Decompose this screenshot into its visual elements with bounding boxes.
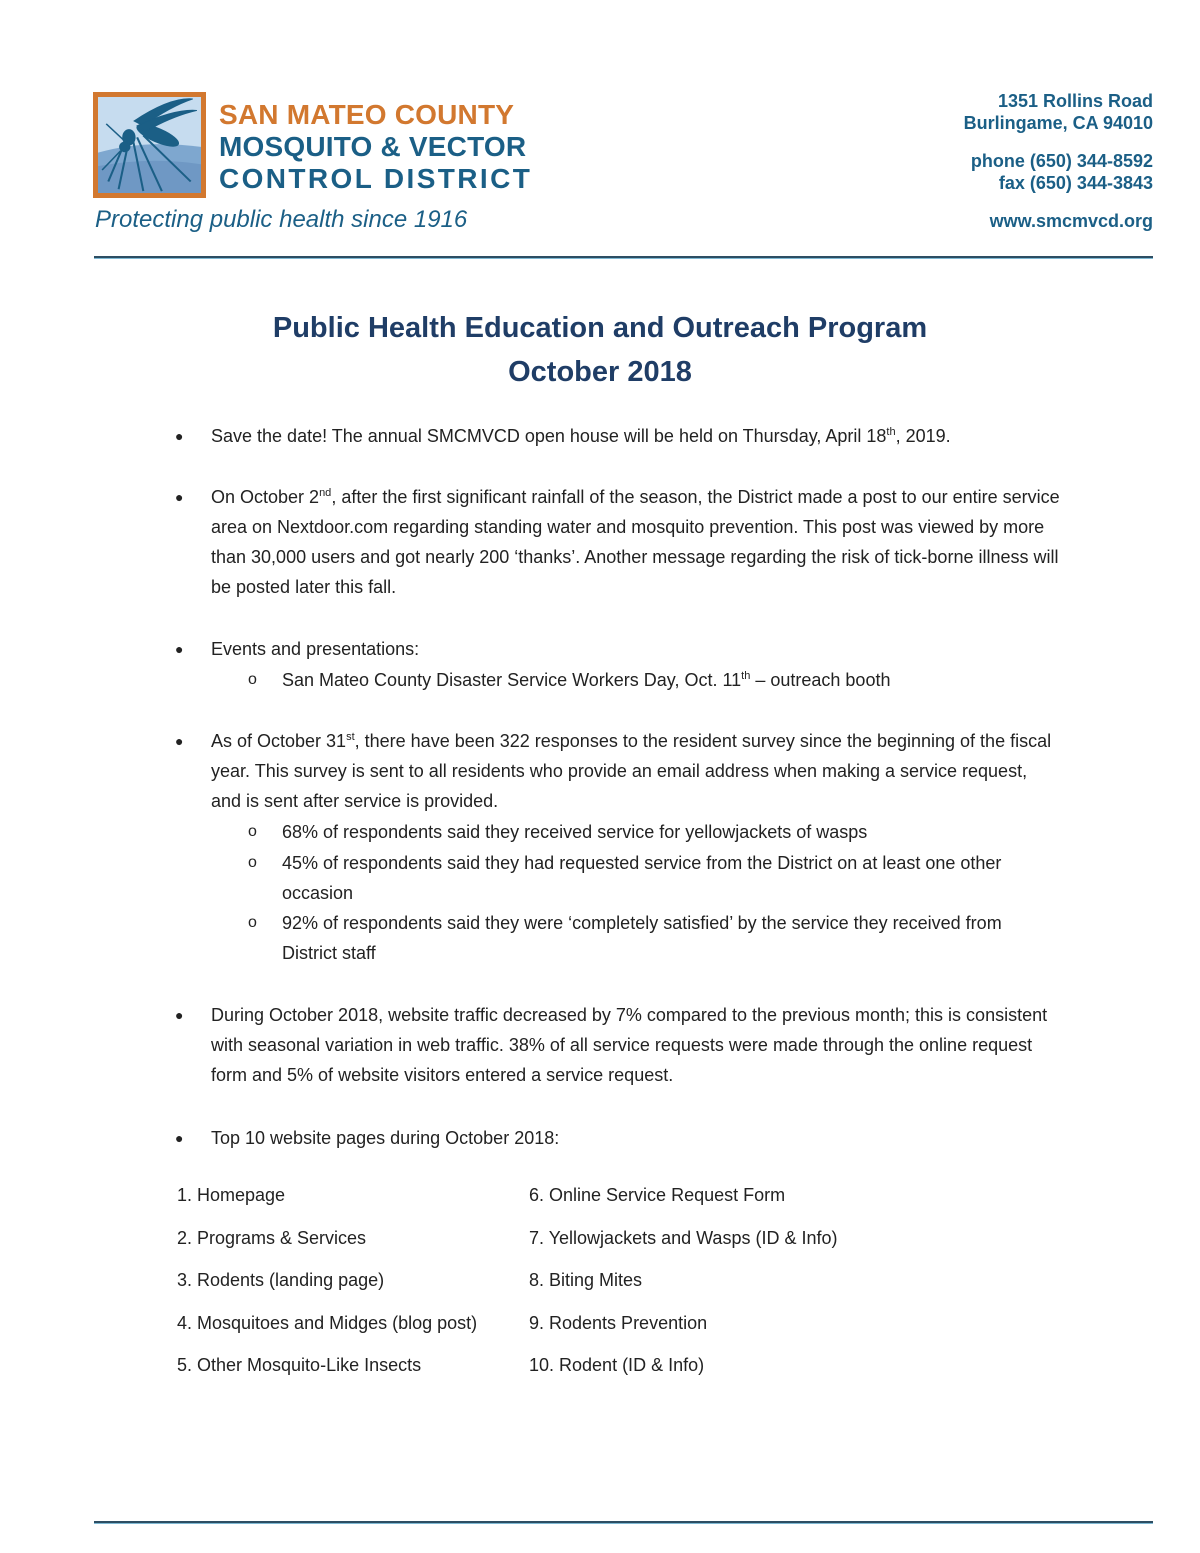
list-item: 8. Biting Mites bbox=[529, 1270, 643, 1290]
sub-bullet-survey-2: o 45% of respondents said they had requested service from the District on at least one other occasion bbox=[282, 848, 1042, 908]
bullet-open-house: ● Save the date! The annual SMCMVCD open house will be held on Thursday, April 18th, 2019. bbox=[211, 421, 1061, 451]
sub-bullet-icon: o bbox=[248, 914, 257, 931]
sub-bullet-survey-1: o 68% of respondents said they received service for yellowjackets of wasps bbox=[282, 817, 1042, 847]
org-name-line-1: SAN MATEO COUNTY bbox=[219, 99, 515, 130]
sub-bullet-icon: o bbox=[248, 854, 257, 871]
footer-divider bbox=[94, 1521, 1153, 1523]
address-line-1: 1351 Rollins Road bbox=[997, 91, 1153, 111]
header-divider bbox=[94, 256, 1153, 258]
list-item: 1. Homepage bbox=[177, 1185, 286, 1205]
list-item: 2. Programs & Services bbox=[177, 1227, 367, 1248]
contact-block bbox=[964, 90, 1153, 232]
sub-bullet-icon: o bbox=[248, 823, 257, 840]
list-item: 7. Yellowjackets and Wasps (ID & Info) bbox=[529, 1227, 838, 1248]
list-item: 9. Rodents Prevention bbox=[529, 1312, 708, 1333]
bullet-website-traffic: ● During October 2018, website traffic decreased by 7% compared to the previous month; this is consistent with seasonal variation in web traffic. 38% of all service requests were made through the online request form and 5% of website visitors entered a service request. bbox=[211, 1000, 1061, 1090]
bullet-events: ● Events and presentations: bbox=[211, 634, 1061, 664]
bullet-survey: ● As of October 31st, there have been 322 responses to the resident survey since the beginning of the fiscal year. This survey is sent to all residents who provide an email address when making a service request, and is sent after service is provided. bbox=[211, 726, 1061, 816]
list-item: 4. Mosquitoes and Midges (blog post) bbox=[177, 1312, 478, 1333]
sub-bullet-event: o San Mateo County Disaster Service Workers Day, Oct. 11th – outreach booth bbox=[282, 665, 1042, 695]
sub-bullet-icon: o bbox=[248, 671, 257, 688]
phone-number: phone (650) 344-8592 bbox=[970, 151, 1153, 171]
bullet-icon: ● bbox=[175, 489, 184, 505]
bullet-top-pages: ● Top 10 website pages during October 2018: bbox=[211, 1123, 1061, 1153]
mosquito-logo-icon bbox=[93, 92, 206, 198]
bullet-icon: ● bbox=[175, 641, 184, 657]
page-subtitle-date: October 2018 bbox=[508, 356, 692, 388]
bullet-icon: ● bbox=[175, 428, 184, 444]
bullet-icon: ● bbox=[175, 733, 184, 749]
list-item: 5. Other Mosquito-Like Insects bbox=[177, 1355, 422, 1375]
bullet-icon: ● bbox=[175, 1007, 184, 1023]
website-link[interactable]: www.smcmvcd.org bbox=[989, 211, 1153, 231]
page-title: Public Health Education and Outreach Program bbox=[272, 312, 928, 344]
tagline: Protecting public health since 1916 bbox=[95, 206, 468, 233]
list-item: 6. Online Service Request Form bbox=[529, 1185, 786, 1205]
list-item: 10. Rodent (ID & Info) bbox=[529, 1355, 705, 1375]
fax-number: fax (650) 344-3843 bbox=[998, 173, 1153, 193]
bullet-nextdoor-post: ● On October 2nd, after the first significant rainfall of the season, the District made a post to our entire service area on Nextdoor.com regarding standing water and mosquito prevention. This post was viewed by more than 30,000 users and got nearly 200 ‘thanks’. Another message regarding the risk of tick-borne illness will be posted later this fall. bbox=[211, 482, 1061, 602]
org-name bbox=[219, 99, 532, 195]
list-item: 3. Rodents (landing page) bbox=[177, 1270, 385, 1290]
address-line-2: Burlingame, CA 94010 bbox=[963, 113, 1153, 133]
org-name-line-2: MOSQUITO & VECTOR bbox=[219, 131, 527, 162]
bullet-icon: ● bbox=[175, 1130, 184, 1146]
org-name-line-3: CONTROL DISTRICT bbox=[219, 163, 533, 194]
sub-bullet-survey-3: o 92% of respondents said they were ‘completely satisfied’ by the service they received from District staff bbox=[282, 908, 1042, 968]
